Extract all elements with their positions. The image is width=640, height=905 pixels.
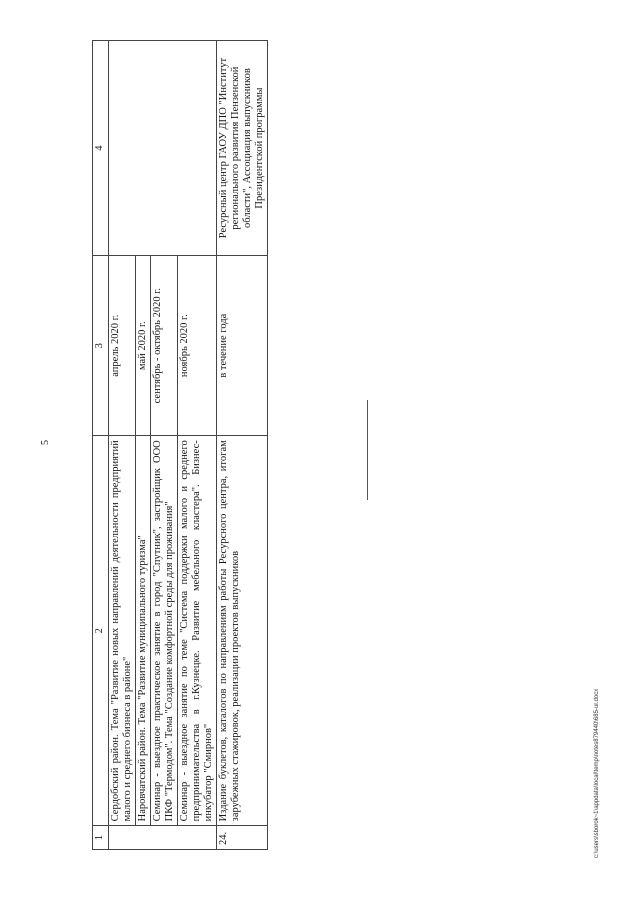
column-header: 2 <box>93 436 109 826</box>
date-cell: май 2020 г. <box>136 256 151 436</box>
table-row <box>217 41 268 850</box>
column-header: 1 <box>93 826 109 850</box>
rotated-table-wrapper <box>92 40 322 850</box>
date-cell: сентябрь - октябрь 2020 г. <box>151 256 178 436</box>
date-cell: ноябрь 2020 г. <box>178 256 217 436</box>
event-cell: Семинар - выездное занятие по теме "Система поддержки малого и среднего предпринимательства в г.Кузнецке. Развитие мебельного кластера". Бизнес-инкубатор "Смирнов" <box>178 436 217 826</box>
column-header: 3 <box>93 256 109 436</box>
table-row <box>109 41 136 850</box>
footer-file-path: c:\users\sborok~1\appdata\local\temp\notes879440\685-ur.docx <box>594 688 600 858</box>
page-number: 5 <box>40 440 51 445</box>
row-number-cell <box>109 826 217 850</box>
date-cell: апрель 2020 г. <box>109 256 136 436</box>
event-cell: Издание буклетов, каталогов по направлениям работы Ресурсного центра, итогам зарубежных стажировок, реализации проектов выпускников <box>217 436 268 826</box>
event-cell: Семинар - выездное практическое занятие в город "Спутник", застройщик ООО ПКФ "Термодом". Тема "Создание комфортной среды для проживания" <box>151 436 178 826</box>
row-number-cell: 24. <box>217 826 268 850</box>
table-header-row <box>93 41 109 850</box>
responsible-cell: Ресурсный центр ГАОУ ДПО "Институт регионального развития Пензенской области", Ассоциация выпускников Президентской программы <box>217 41 268 256</box>
event-cell: Наровчатский район. Тема "Развитие муниципального туризма" <box>136 436 151 826</box>
signature-divider-line <box>367 400 368 500</box>
event-cell: Сердобский район. Тема "Развитие новых направлений деятельности предприятий малого и среднего бизнеса в районе" <box>109 436 136 826</box>
date-cell: в течение года <box>217 256 268 436</box>
column-header: 4 <box>93 41 109 256</box>
event-plan-table <box>92 40 268 850</box>
responsible-cell <box>109 41 217 256</box>
